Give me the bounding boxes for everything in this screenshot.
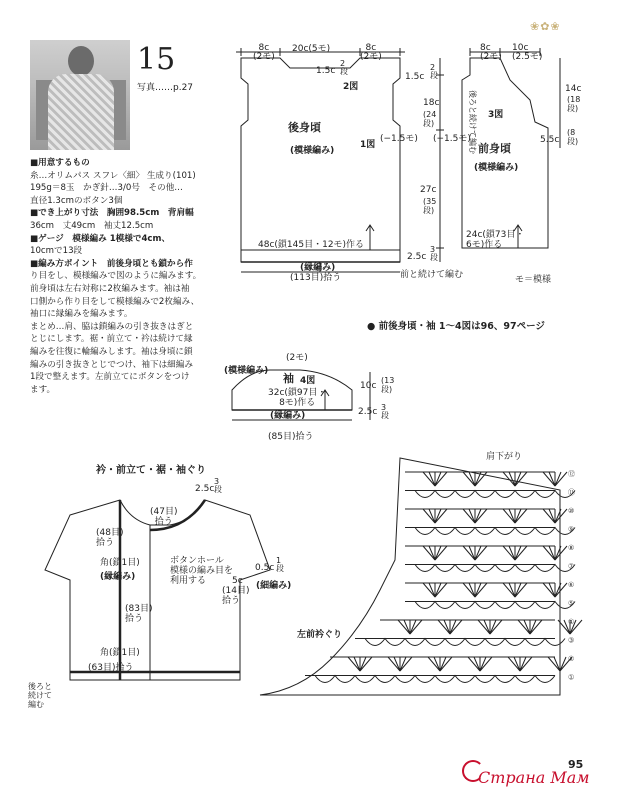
fan-stitch: [520, 657, 526, 671]
note-line: り目をし、模様編みで図のように編みます。: [30, 271, 202, 282]
row-number: ⑫: [568, 470, 575, 478]
collar-corner-2: 角(鎖1目): [100, 648, 140, 658]
fan-stitch: [524, 620, 530, 634]
row-number: ⑪: [568, 488, 575, 497]
fan-stitch: [543, 546, 555, 560]
fan-stitch: [423, 472, 435, 486]
note-line: 36cm 丈49cm 袖丈12.5cm: [30, 220, 154, 231]
fan-stitch: [543, 583, 555, 597]
note-line: 編みを往復に輪編みします。袖は身頃に鎖: [30, 346, 193, 357]
fan-stitch: [463, 509, 475, 523]
note-line: ■でき上がり寸法 胸囲98.5cm 背肩幅: [30, 208, 194, 219]
fan-stitch: [450, 620, 462, 634]
fan-stitch: [469, 509, 475, 523]
fan-stitch: [469, 472, 475, 486]
shoulder-slope: 肩下がり: [486, 452, 523, 462]
fan-stitch: [490, 620, 496, 634]
fig-2-label: 2図: [343, 82, 359, 92]
fan-stitch: [543, 509, 555, 523]
fan-stitch: [475, 509, 487, 523]
fan-stitch: [480, 657, 492, 671]
fan-stitch: [475, 509, 481, 523]
row-number: ⑩: [568, 507, 575, 515]
row-number: ⑥: [568, 581, 575, 589]
fan-stitch: [555, 509, 567, 523]
fan-stitch: [503, 509, 515, 523]
chain-loop: [445, 639, 485, 646]
back-neck-depth: 1.5c: [316, 66, 336, 76]
fan-stitch: [410, 620, 422, 634]
fan-stitch: [503, 546, 515, 560]
fan-stitch: [388, 657, 400, 671]
photo-reference: 写真……p.27: [137, 83, 194, 93]
note-line: 前身頃は左右対称に2枚編みます。袖は袖: [30, 283, 190, 294]
note-line: 糸…オリムパス スフレ〈細〉 生成り(101): [30, 170, 196, 181]
fan-stitch: [435, 472, 441, 486]
fan-stitch: [549, 509, 555, 523]
fan-stitch: [515, 583, 521, 597]
decorative-flourish: ❀✿❀: [530, 20, 561, 33]
fan-stitch: [555, 546, 567, 560]
fan-stitch: [429, 546, 435, 560]
row-number: ④: [568, 618, 575, 626]
row-number: ③: [568, 636, 575, 645]
chain-loop: [455, 528, 495, 535]
fan-stitch: [435, 546, 447, 560]
note-line: ■ゲージ 模様編み 1模様で4cm、: [30, 233, 171, 244]
back-armhole-dec: (−1.5モ): [380, 134, 418, 144]
chain-loop: [485, 639, 525, 646]
fan-stitch: [394, 657, 400, 671]
fan-stitch: [475, 583, 487, 597]
front-continue: 前と続けて編む: [400, 270, 464, 280]
fan-stitch: [410, 620, 416, 634]
hem-continue: 後ろと 続けて 編む: [28, 682, 52, 709]
fan-stitch: [509, 472, 515, 486]
dim-1-5c-rows: 2 段: [430, 63, 438, 80]
fan-stitch: [400, 657, 406, 671]
fan-stitch: [515, 472, 521, 486]
armhole-5c: 5c: [232, 576, 243, 586]
fan-stitch: [435, 509, 441, 523]
front-dim-top-left: 8c (2モ): [480, 43, 502, 62]
sleeve-height: 10c: [360, 381, 377, 391]
dim-5-5c-rows: (8 段): [567, 128, 579, 146]
fan-stitch: [508, 657, 520, 671]
dim-14c: 14c: [565, 84, 582, 94]
row-number: ①: [568, 673, 575, 682]
fan-stitch: [469, 546, 475, 560]
fan-stitch: [463, 583, 475, 597]
fan-stitch: [463, 472, 475, 486]
dim-2-5c-rows: 3 段: [430, 245, 438, 262]
fan-stitch: [468, 657, 480, 671]
fan-stitch: [360, 657, 372, 671]
fan-stitch: [549, 472, 555, 486]
fan-stitch: [520, 657, 532, 671]
fan-stitch: [515, 583, 527, 597]
fig-4-label: 4図: [300, 376, 316, 386]
sleeve-chain: 32c(鎖97目・ 8モ)作る: [268, 388, 327, 408]
fan-stitch: [515, 472, 527, 486]
fan-stitch: [549, 546, 555, 560]
back-body-pattern: (模様編み): [290, 146, 335, 156]
armhole-pickup: (14目) 拾う: [222, 586, 250, 606]
chain-loop: [355, 676, 395, 683]
fan-stitch: [554, 657, 560, 671]
fan-stitch: [440, 657, 446, 671]
chain-loop: [415, 491, 455, 498]
row-number: ⑧: [568, 544, 575, 552]
back-dim-top-left: 8c (2モ): [253, 43, 275, 62]
back-dim-top-right: 8c (2モ): [360, 43, 382, 62]
note-line: 口側から作り目をして模様編みで2枚編み、: [30, 296, 200, 307]
chain-loop: [495, 602, 535, 609]
note-line: 袖口に縁編みを編みます。: [30, 309, 133, 320]
cross-reference: ● 前後身頃・袖 1〜4図は96、97ページ: [367, 321, 545, 332]
fan-stitch: [423, 546, 435, 560]
chain-loop: [495, 491, 535, 498]
chain-loop: [495, 528, 535, 535]
fan-stitch: [434, 657, 440, 671]
fan-stitch: [478, 620, 490, 634]
front-armhole-dec: (−1.5モ): [433, 134, 471, 144]
note-line: 編みの引き抜きとじでつけ、袖下は細編み: [30, 359, 193, 370]
chain-loop: [435, 676, 475, 683]
dim-27c-rows: (35 段): [423, 197, 437, 215]
fan-stitch: [530, 620, 542, 634]
back-body-outline: [236, 48, 405, 272]
fan-stitch: [555, 583, 567, 597]
back-pickup: (113目)拾う: [290, 273, 342, 283]
fan-stitch: [530, 620, 536, 634]
chain-loop: [415, 602, 455, 609]
buttonhole-note: ボタンホール 模様の編み目を 利用する: [170, 556, 234, 586]
fan-stitch: [435, 546, 441, 560]
collar-top-rows: 3 段: [214, 477, 222, 494]
sleeve-pickup: (85目)拾う: [268, 432, 314, 442]
fan-stitch: [435, 583, 447, 597]
pattern-number: 15: [137, 42, 176, 77]
fan-stitch: [490, 620, 502, 634]
dim-2-5c: 2.5c: [407, 252, 427, 262]
armhole-edging: (細編み): [256, 581, 292, 591]
note-line: ■用意するもの: [30, 158, 90, 168]
sleeve-edge-h: 2.5c: [358, 407, 378, 417]
fan-stitch: [484, 620, 490, 634]
chain-loop: [475, 676, 515, 683]
fan-stitch: [423, 583, 435, 597]
back-bottom-chain: 48c(鎖145目・12モ)作る: [258, 240, 365, 250]
fan-stitch: [515, 546, 527, 560]
chain-loop: [395, 676, 435, 683]
fan-stitch: [423, 509, 435, 523]
dim-14c-rows: (18 段): [567, 95, 581, 113]
fan-stitch: [428, 657, 440, 671]
collar-neck-pickup: (47目) 拾う: [150, 507, 178, 527]
fan-stitch: [360, 657, 366, 671]
fan-stitch: [514, 657, 520, 671]
dim-5-5c: 5.5c: [540, 135, 560, 145]
watermark-text: Страна Мам: [478, 768, 590, 787]
fan-stitch: [450, 620, 456, 634]
fan-stitch: [515, 509, 521, 523]
front-dim-top-right: 10c (2.5モ): [512, 43, 543, 62]
chain-loop: [455, 491, 495, 498]
fan-stitch: [469, 583, 475, 597]
dim-1-5c: 1.5c: [405, 72, 425, 82]
note-line: 1段で整えます。左前立てにボタンをつけ: [30, 372, 190, 383]
note-line: 10cmで13段: [30, 246, 83, 257]
fan-stitch: [400, 657, 412, 671]
back-dim-top-mid: 20c(5モ): [292, 44, 331, 54]
sleeve-edging: (縁編み): [270, 411, 306, 421]
sleeve-edge-rows: 3 段: [381, 403, 389, 420]
page-number: 95: [568, 758, 584, 771]
fan-stitch: [509, 583, 515, 597]
collar-corner-1: 角(鎖1目): [100, 558, 140, 568]
chain-loop: [495, 565, 535, 572]
back-neck-rows: 2 段: [340, 59, 348, 76]
fan-stitch: [435, 509, 447, 523]
fan-stitch: [475, 583, 481, 597]
fan-stitch: [543, 472, 555, 486]
fan-stitch: [509, 509, 515, 523]
front-body-pattern: (模様編み): [474, 163, 519, 173]
front-bottom-chain: 24c(鎖73目・ 6モ)作る: [466, 230, 525, 250]
front-pickup: (83目) 拾う: [125, 604, 153, 624]
dim-18c: 18c: [423, 98, 440, 108]
note-line: 195g＝8玉 かぎ針…3/0号 その他…: [30, 183, 183, 194]
fan-stitch: [429, 472, 435, 486]
fan-stitch: [555, 472, 567, 486]
collar-title: 衿・前立て・裾・袖ぐり: [96, 465, 206, 476]
fan-stitch: [463, 546, 475, 560]
fan-stitch: [348, 657, 360, 671]
fig-3-label: 3図: [488, 110, 504, 120]
collar-edging-1: (縁編み): [100, 572, 136, 582]
armhole-0-5c-rows: 1 段: [276, 556, 284, 573]
legend-motif: モ＝模様: [515, 275, 552, 285]
row-number: ⑤: [568, 599, 575, 608]
fan-stitch: [438, 620, 450, 634]
fan-stitch: [549, 583, 555, 597]
note-line: ■編み方ポイント 前後身頃とも鎖から作: [30, 258, 193, 269]
fan-stitch: [435, 472, 447, 486]
chain-loop: [415, 528, 455, 535]
collar-top-dim: 2.5c: [195, 484, 215, 494]
fan-stitch: [475, 546, 481, 560]
front-body-title: 前身頃: [478, 142, 511, 155]
dim-27c: 27c: [420, 185, 437, 195]
chain-loop: [365, 639, 405, 646]
back-body-title: 後身頃: [288, 121, 321, 134]
fan-stitch: [474, 657, 480, 671]
sleeve-title: 袖: [283, 372, 294, 385]
fan-stitch: [429, 583, 435, 597]
note-line: とじにします。裾・前立て・衿は続けて縁: [30, 334, 193, 345]
back-neck-continue: 後ろと続けて編む: [468, 90, 477, 154]
hem-pickup: (63目)拾う: [88, 663, 134, 673]
chain-loop: [415, 565, 455, 572]
chain-loop: [515, 676, 555, 683]
fan-stitch: [503, 583, 515, 597]
chain-loop: [405, 639, 445, 646]
fan-stitch: [429, 509, 435, 523]
back-edging: (縁編み): [300, 263, 336, 273]
fan-stitch: [440, 657, 452, 671]
note-line: まとめ…肩、脇は鎖編みの引き抜きはぎと: [30, 321, 194, 332]
sleeve-top: (2モ): [286, 353, 308, 363]
fan-stitch: [515, 509, 527, 523]
sleeve-height-rows: (13 段): [381, 376, 395, 394]
fan-stitch: [515, 546, 521, 560]
fan-stitch: [398, 620, 410, 634]
row-number: ⑦: [568, 562, 575, 571]
fan-stitch: [444, 620, 450, 634]
chain-loop: [455, 565, 495, 572]
chain-loop: [525, 639, 565, 646]
fan-stitch: [404, 620, 410, 634]
fig-1-label: 1図: [360, 140, 376, 150]
chain-loop: [315, 676, 355, 683]
fan-stitch: [354, 657, 360, 671]
note-line: ます。: [30, 384, 56, 395]
dim-18c-rows: (24 段): [423, 110, 437, 128]
fan-stitch: [548, 657, 560, 671]
fan-stitch: [475, 546, 487, 560]
fan-stitch: [518, 620, 530, 634]
left-front-neckline: 左前衿ぐり: [297, 630, 343, 640]
row-number: ⑨: [568, 525, 575, 534]
fan-stitch: [435, 583, 441, 597]
fan-stitch: [480, 657, 486, 671]
chain-loop: [455, 602, 495, 609]
fan-stitch: [509, 546, 515, 560]
note-line: 直径1.3cmのボタン3個: [30, 195, 123, 206]
fan-stitch: [560, 657, 566, 671]
sleeve-pattern: (模様編み): [224, 366, 269, 376]
vertical-dimensions: [436, 58, 444, 262]
collar-side-pickup: (48目) 拾う: [96, 528, 124, 548]
armhole-0-5c: 0.5c: [255, 563, 275, 573]
fan-stitch: [555, 472, 561, 486]
row-number: ②: [568, 655, 575, 663]
